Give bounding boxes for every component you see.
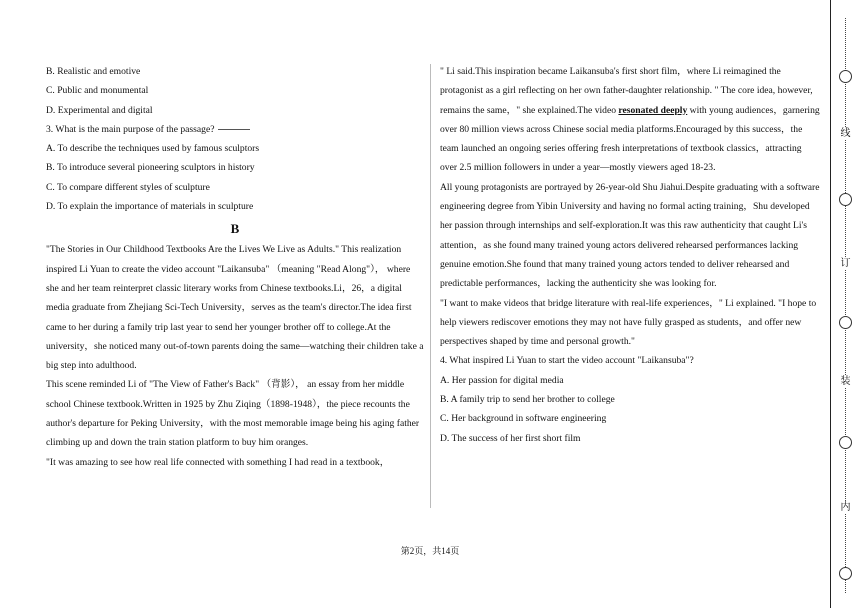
binding-circle-icon xyxy=(839,567,852,580)
paragraph-text: with young audiences，garnering over 80 million views across Chinese social media platforms.Encouraged by this success，the team launched an ongoing series offering fresh interpretations of textbook classics，attracting over 2.5 million followers in under a year—mostly viewers aged 18-23. xyxy=(440,104,820,174)
passage-paragraph: "I want to make videos that bridge literature with real-life experiences，" Li explained. "I hope to help viewers rediscover emotions they may not have fully grasped as students，and offer new perspectives shaped by time and personal growth." xyxy=(440,297,817,348)
q4-option-b: B. A family trip to send her brother to college xyxy=(440,394,615,406)
q3-option-a: A. To describe the techniques used by famous sculptors xyxy=(46,143,260,155)
paragraph-text: " Li said.This inspiration became Laikansuba's first short film，where Li reimagined the protagonist as a girl reflecting on her own father-daughter relationship. " The core idea, however, remains the same，" she explained.The video xyxy=(440,66,813,116)
q4-option-a: A. Her passion for digital media xyxy=(440,374,564,386)
passage-paragraph: "The Stories in Our Childhood Textbooks Are the Lives We Live as Adults." This realization inspired Li Yuan to create the video account "Laikansuba" （meaning "Read Along"）， where she and her team reinterpret classic literary works from Chinese textbooks.Li，26，a digital media graduate from Zhejiang Sci-Tech University，serves as the team's director.The idea first came to her during a family trip last year to send her younger brother off to college.At the university，she noticed many out-of-town parents doing the same—watching their children take a big step into adulthood. xyxy=(46,244,424,372)
page-number-footer: 第2页，共14页 xyxy=(400,546,460,556)
question-4: 4. What inspired Li Yuan to start the video account "Laikansuba"? xyxy=(440,355,694,367)
binding-char: 内 xyxy=(840,502,851,513)
passage-paragraph: All young protagonists are portrayed by 26-year-old Shu Jiahui.Despite graduating with a software engineering degree from Yibin University and having no formal acting training，Shu developed her passion through internships and self-exploration.It was this raw authenticity that caught Li's attention，as she found many trained young actors delivered rehearsed performances lacking genuine emotion.She found that many trained young actors tended to deliver rehearsed and predictable performances，lacking the authenticity she was looking for. xyxy=(440,181,820,290)
binding-char: 装 xyxy=(840,376,851,387)
q4-option-d: D. The success of her first short film xyxy=(440,432,581,444)
right-column xyxy=(440,62,820,448)
answer-blank xyxy=(218,129,250,130)
q2-option-d: D. Experimental and digital xyxy=(46,104,153,116)
binding-circle-icon xyxy=(839,436,852,449)
passage-paragraph: This scene reminded Li of "The View of Father's Back" （背影）， an essay from her middle school Chinese textbook.Written in 1925 by Zhu Ziqing（1898-1948），the piece recounts the author's departure for Peking University，with the most memorable image being his aging father climbing up and down the train station platform to buy him oranges. xyxy=(46,379,420,449)
binding-char: 订 xyxy=(840,258,851,269)
question-3 xyxy=(46,120,424,139)
passage-paragraph: "It was amazing to see how real life connected with something I had read in a textbook， xyxy=(46,456,390,468)
q3-option-d: D. To explain the importance of materials in sculpture xyxy=(46,201,254,213)
q2-option-c: C. Public and monumental xyxy=(46,85,149,97)
binding-circle-icon xyxy=(839,193,852,206)
binding-circle-icon xyxy=(839,316,852,329)
q2-option-b: B. Realistic and emotive xyxy=(46,66,141,77)
q3-option-b: B. To introduce several pioneering sculptors in history xyxy=(46,162,255,174)
column-divider xyxy=(430,64,431,508)
binding-char: 线 xyxy=(840,128,851,139)
highlighted-phrase: resonated deeply xyxy=(618,104,688,116)
q3-option-c: C. To compare different styles of sculpture xyxy=(46,181,210,193)
binding-margin xyxy=(830,0,860,608)
q4-option-c: C. Her background in software engineering xyxy=(440,413,607,425)
binding-circle-icon xyxy=(839,70,852,83)
passage-paragraph xyxy=(440,62,820,178)
section-title: B xyxy=(230,221,240,237)
question-3-text: 3. What is the main purpose of the passage? xyxy=(46,123,215,135)
left-column xyxy=(46,62,424,472)
